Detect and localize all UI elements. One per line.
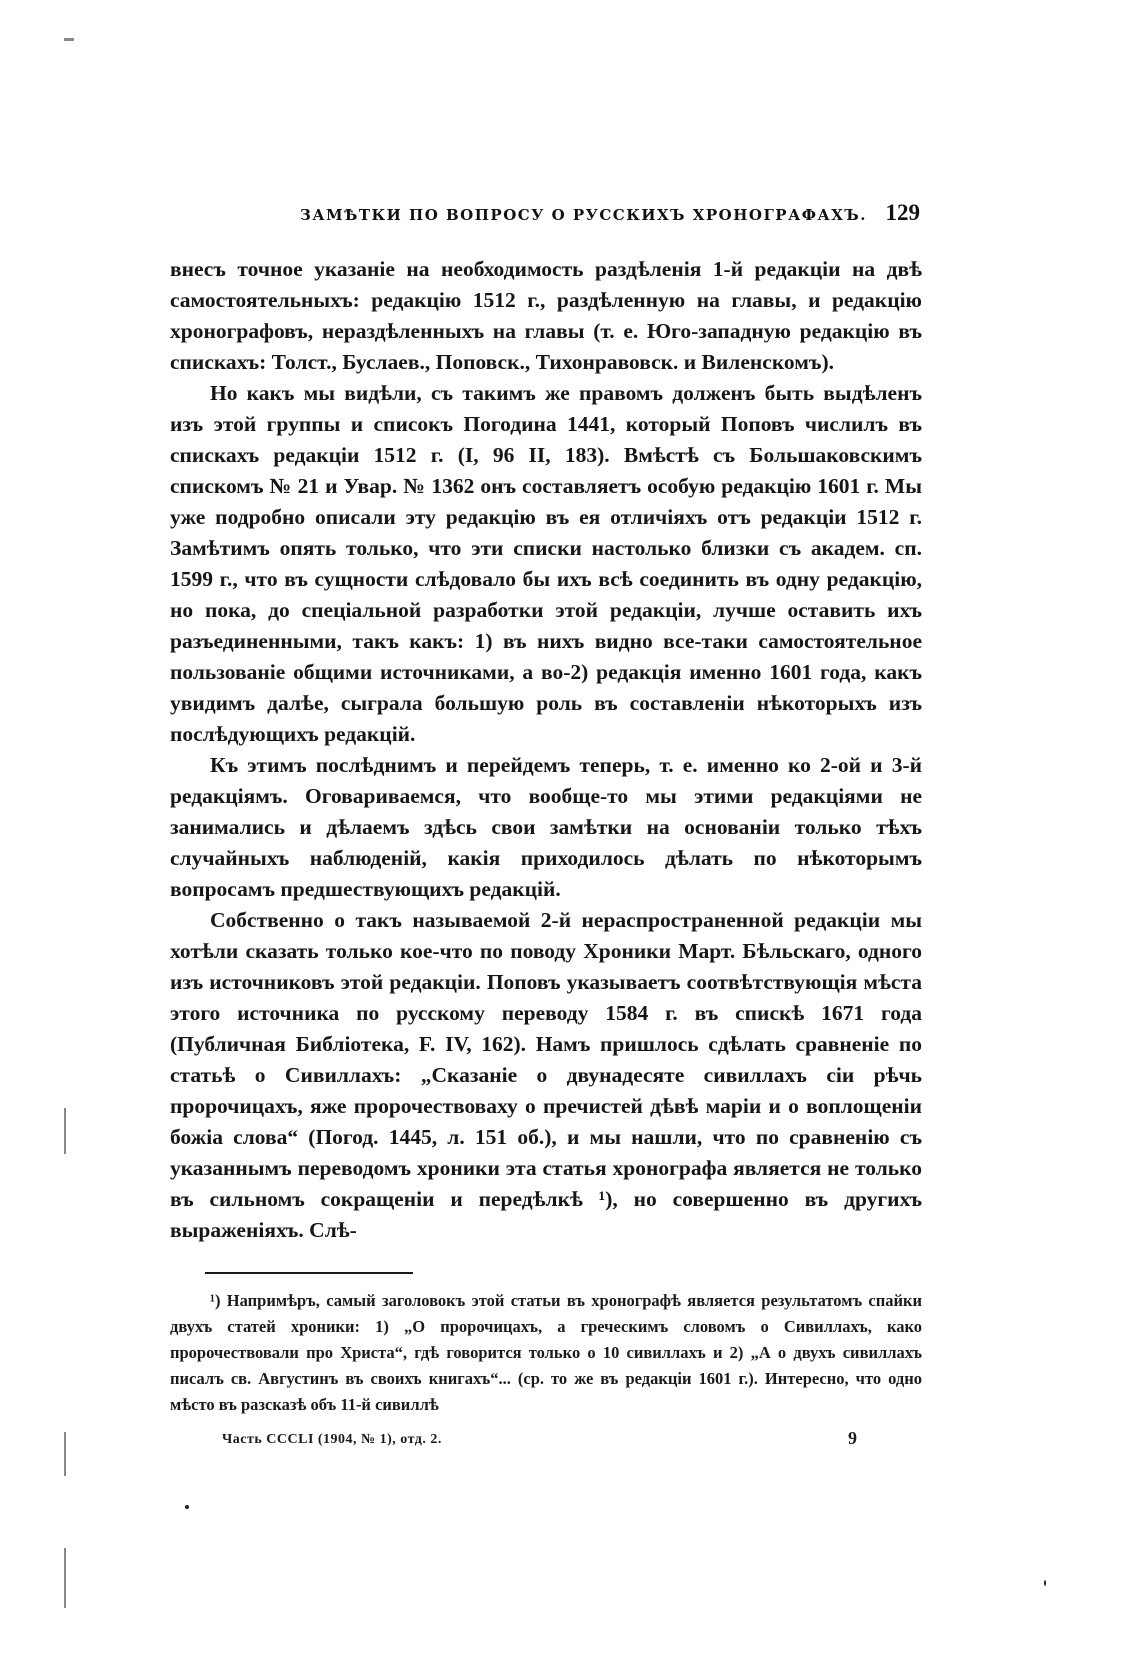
sheet-number: 9 (848, 1428, 857, 1448)
scan-speck (1044, 1580, 1046, 1586)
paragraph: Но какъ мы видѣли, съ такимъ же правомъ долженъ быть выдѣленъ изъ этой группы и списокъ Погодина 1441, который Поповъ числилъ въ спискахъ редакціи 1512 г. (I, 96 II, 183). Вмѣстѣ съ Большаковскимъ спискомъ № 21 и Увар. № 1362 онъ составляетъ особую редакцію 1601 г. Мы уже подробно описали эту редакцію въ ея отличіяхъ отъ редакціи 1512 г. Замѣтимъ опять только, что эти списки настолько близки съ академ. сп. 1599 г., что въ сущности слѣдовало бы ихъ всѣ соединить въ одну редакцію, но пока, до спеціальной разработки этой редакціи, лучше оставить ихъ разъединенными, такъ какъ: 1) въ нихъ видно все-таки самостоятельное пользованіе общими источниками, а во-2) редакція именно 1601 года, какъ увидимъ далѣе, сыграла большую роль въ составленіи нѣкоторыхъ изъ послѣдующихъ редакцій. (170, 381, 922, 746)
footnote-marker: ¹) (210, 1291, 221, 1310)
scan-speck (185, 1505, 189, 1509)
paragraph: Къ этимъ послѣднимъ и перейдемъ теперь, т. е. именно ко 2-ой и 3-й редакціямъ. Оговариваемся, что вообще-то мы этими редакціями не занимались и дѣлаемъ здѣсь свои замѣтки на основаніи только тѣхъ случайныхъ наблюденій, какія приходилось дѣлать по нѣкоторымъ вопросамъ предшествующихъ редакцій. (170, 753, 922, 901)
page-number: 129 (885, 200, 920, 225)
footnote (170, 1288, 922, 1418)
scan-edge-mark (64, 38, 74, 41)
running-title: ЗАМѢТКИ ПО ВОПРОСУ О РУССКИХЪ ХРОНОГРАФАХЪ. (300, 206, 867, 224)
footnote-text: Напримѣръ, самый заголовокъ этой статьи въ хронографѣ является результатомъ спайки двухъ статей хроники: 1) „О пророчицахъ, а греческимъ словомъ о Сивиллахъ, како пророчествовали про Христа“, гдѣ говорится только о 10 сивиллахъ и 2) „А о двухъ сивиллахъ писалъ св. Августинъ въ своихъ книгахъ“... (ср. то же въ редакціи 1601 г.). Интересно, что одно мѣсто въ разсказѣ объ 11-й сивиллѣ (170, 1291, 923, 1414)
scan-edge-mark (64, 1108, 66, 1154)
scan-edge-mark (64, 1432, 66, 1476)
signature-line: Часть CCCLI (1904, № 1), отд. 2. (222, 1432, 442, 1447)
body-text (170, 254, 922, 1246)
running-head (170, 200, 920, 240)
footnote-divider (205, 1272, 413, 1274)
paragraph: внесъ точное указаніе на необходимость раздѣленія 1-й редакціи на двѣ самостоятельныхъ: редакцію 1512 г., раздѣленную на главы, и редакцію хронографовъ, нераздѣленныхъ на главы (т. е. Юго-западную редакцію въ спискахъ: Толст., Буслаев., Поповск., Тихонравовск. и Виленскомъ). (170, 257, 922, 374)
paragraph: Собственно о такъ называемой 2-й нераспространенной редакціи мы хотѣли сказать только кое-что по поводу Хроники Март. Бѣльскаго, одного изъ источниковъ этой редакціи. Поповъ указываетъ соотвѣтствующія мѣста этого источника по русскому переводу 1584 г. въ спискѣ 1671 года (Публичная Библіотека, F. IV, 162). Намъ пришлось сдѣлать сравненіе по статьѣ о Сивиллахъ: „Сказаніе о двунадесяте сивиллахъ сіи рѣчь пророчицахъ, яже пророчествоваху о пречистей дѣвѣ маріи и о воплощеніи божіа слова“ (Погод. 1445, л. 151 об.), и мы нашли, что по сравненію съ указаннымъ переводомъ хроники эта статья хронографа является не только въ сильномъ сокращеніи и передѣлкѣ ¹), но совершенно въ другихъ выраженіяхъ. Слѣ- (170, 908, 922, 1242)
scan-edge-mark (64, 1548, 66, 1608)
